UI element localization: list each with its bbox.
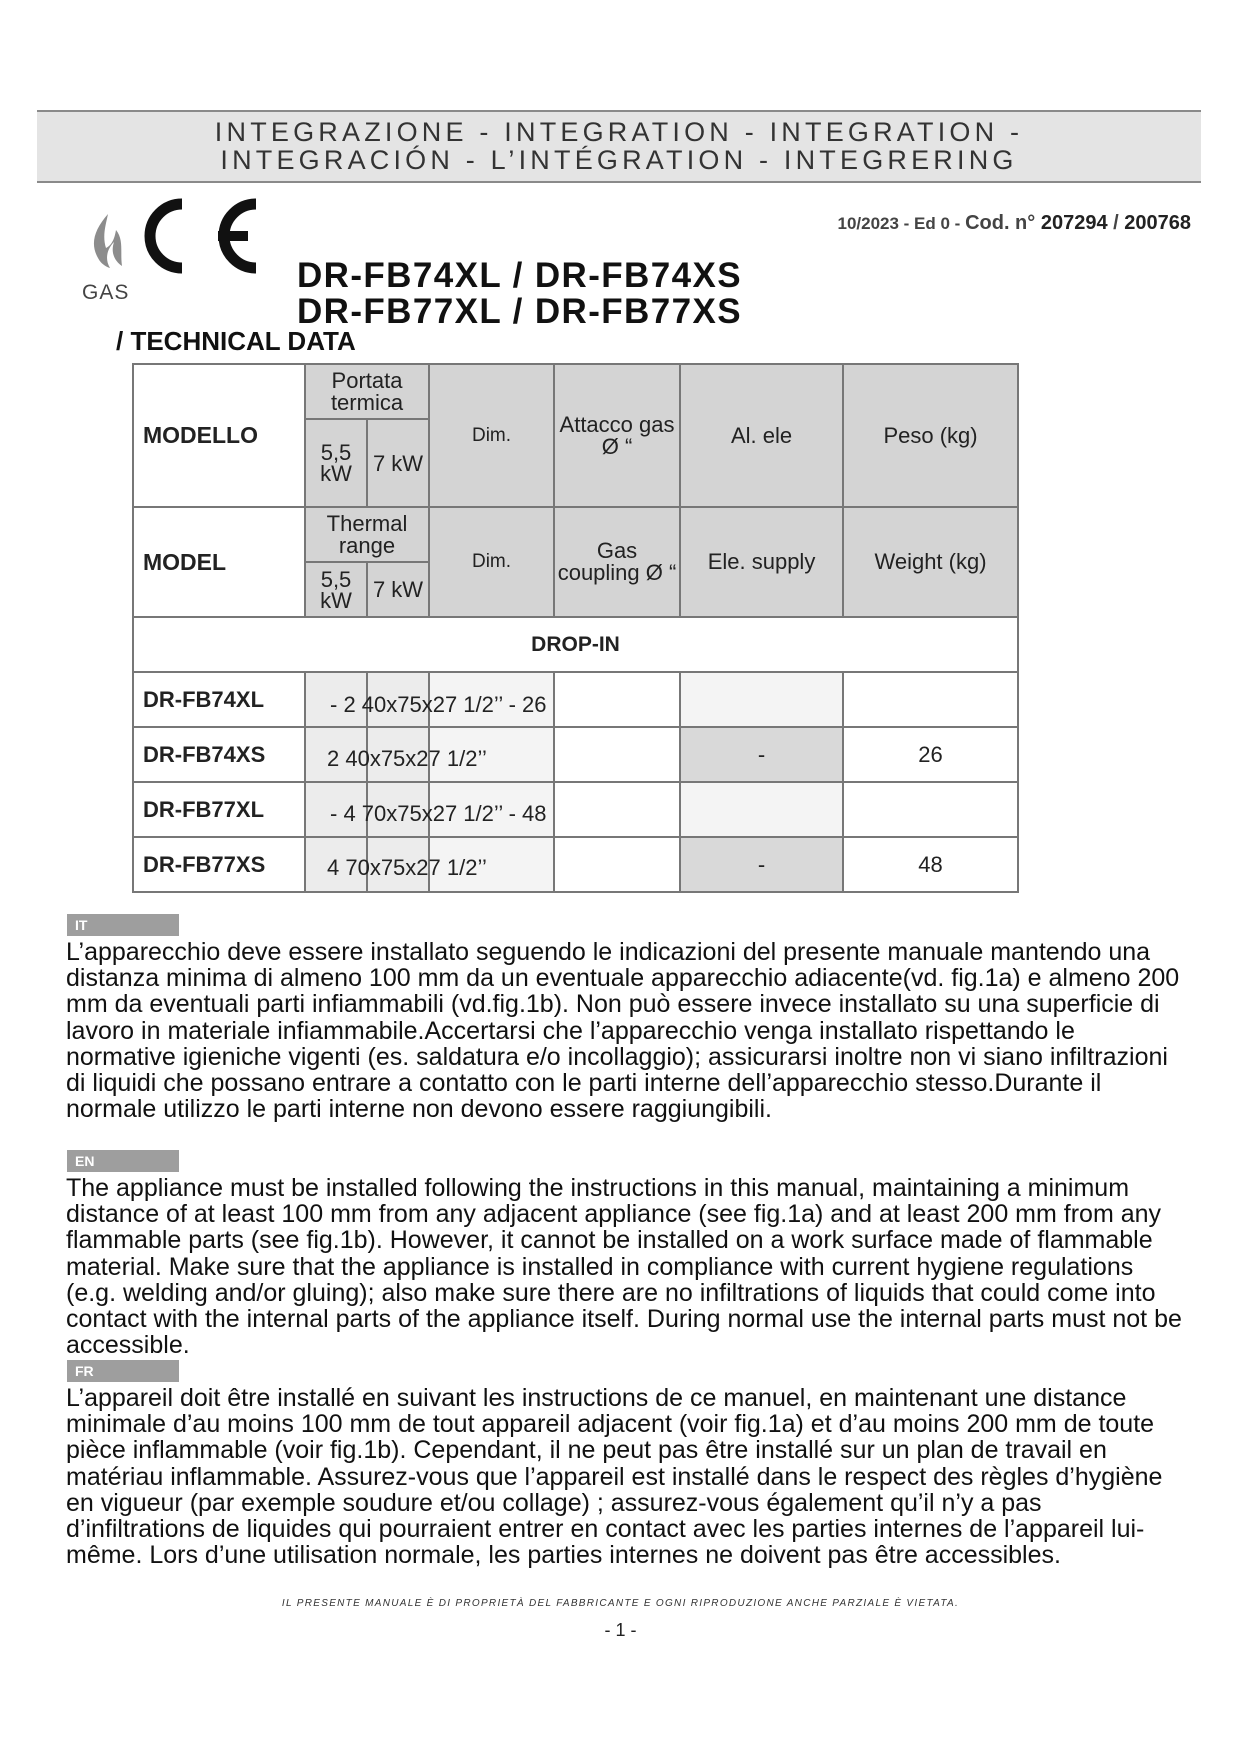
row-model: DR-FB77XL xyxy=(133,782,305,837)
paragraph-it: L’apparecchio deve essere installato seguendo le indicazioni del presente manuale mantendo una distanza minima di almeno 100 mm da un eventuale apparecchio adiacente(vd. fig.1a) e almeno 200 mm da eventuali parti infiammabili (vd.fig.1b). Non può essere invece installato su una superficie di lavoro in materiale infiammabile.Accertarsi che l’apparecchio venga installato rispettando le normative igieniche vigenti (es. saldatura e/o incollaggio); assicurarsi inoltre non vi siano infiltrazioni di liquidi che possano entrare a contatto con le parti interne dell’apparecchio stesso.Durante il normale utilizzo le parti interne non devono essere raggiungibili. xyxy=(66,938,1180,1124)
header-ele-en: Ele. supply xyxy=(680,507,843,617)
row-ele xyxy=(680,782,843,837)
date-edition: 10/2023 - Ed 0 - xyxy=(837,214,966,233)
ce-mark xyxy=(150,204,256,268)
row-weight: 48 xyxy=(843,837,1018,892)
document-code xyxy=(837,212,1191,235)
gas-label: GAS xyxy=(82,281,130,304)
models-title-line-2: DR-FB77XL / DR-FB77XS xyxy=(297,292,742,331)
row-data-text: 4 70x75x27 1/2’’ xyxy=(327,855,487,880)
header-kw2-en: 7 kW xyxy=(367,562,429,617)
row-data-text: - 4 70x75x27 1/2’’ - 48 xyxy=(330,801,547,826)
lang-badge-fr: FR xyxy=(67,1360,179,1382)
row-data-text: 2 40x75x27 1/2’’ xyxy=(327,746,487,771)
table-row xyxy=(133,672,1018,727)
table-row xyxy=(133,727,1018,782)
paragraph-en: The appliance must be installed following the instructions in this manual, maintaining a minimum distance of at least 100 mm from any adjacent appliance (see fig.1a) and at least 200 mm from any flammable parts (see fig.1b). However, it cannot be installed on a work surface made of flammable material. Make sure that the appliance is installed in compliance with current hygiene regulations (e.g. welding and/or gluing); also make sure there are no infiltrations of liquids that could come into contact with the internal parts of the appliance itself. During normal use the internal parts must not be accessible. xyxy=(66,1174,1182,1360)
group-label: DROP-IN xyxy=(133,617,1018,672)
table-row xyxy=(133,837,1018,892)
row-ele xyxy=(680,672,843,727)
header-banner xyxy=(37,110,1201,183)
row-model: DR-FB74XL xyxy=(133,672,305,727)
header-thermal-en: Thermal range xyxy=(305,507,429,562)
paragraph-fr: L’appareil doit être installé en suivant les instructions de ce manuel, en maintenant une distance minimale d’au moins 100 mm de tout appareil adjacent (voir fig.1a) et d’au moins 200 mm de toute pièce inflammable (voir fig.1b). Cependant, il ne peut pas être installé sur un plan de travail en matériau inflammable. Assurez-vous que l’appareil est installé dans le respect des règles d’hygiène en vigueur (par exemple soudure et/ou collage) ; assurez-vous également qu’il n’y a pas d’infiltrations de liquides qui pourraient entrer en contact avec les parties internes de l’appareil lui-même. Lors d’une utilisation normale, les parties internes ne doivent pas être accessibles. xyxy=(66,1384,1163,1570)
code-separator: / xyxy=(1107,212,1125,234)
header-gas-en: Gas coupling Ø “ xyxy=(554,507,680,617)
header-dim-it: Dim. xyxy=(429,364,554,507)
header-dim-en: Dim. xyxy=(429,507,554,617)
section-title: / TECHNICAL DATA xyxy=(116,326,356,356)
models-title-line-1: DR-FB74XL / DR-FB74XS xyxy=(297,256,742,295)
lang-badge-en: EN xyxy=(67,1150,179,1172)
code-label: Cod. n° xyxy=(965,212,1041,234)
row-weight xyxy=(843,672,1018,727)
row-model: DR-FB74XS xyxy=(133,727,305,782)
header-weight-en: Weight (kg) xyxy=(843,507,1018,617)
header-kw1-it: 5,5 kW xyxy=(305,419,367,507)
flame-icon xyxy=(94,214,122,268)
banner-line-2: INTEGRACIÓN - L’INTÉGRATION - INTEGRERING xyxy=(220,145,1018,175)
technical-data-table xyxy=(132,363,1019,893)
header-weight-it: Peso (kg) xyxy=(843,364,1018,507)
copyright-note: IL PRESENTE MANUALE È DI PROPRIETÀ DEL FABBRICANTE E OGNI RIPRODUZIONE ANCHE PARZIALE È VIETATA. xyxy=(281,1598,960,1609)
row-weight xyxy=(843,782,1018,837)
banner-line-1: INTEGRAZIONE - INTEGRATION - INTEGRATION - xyxy=(214,117,1024,147)
header-model-en: MODEL xyxy=(133,507,305,617)
row-ele: - xyxy=(680,727,843,782)
header-thermal-it: Portata termica xyxy=(305,364,429,419)
table-row xyxy=(133,782,1018,837)
models-title xyxy=(297,258,742,330)
row-ele: - xyxy=(680,837,843,892)
header-ele-it: Al. ele xyxy=(680,364,843,507)
header-model-it: MODELLO xyxy=(133,364,305,507)
header-kw1-en: 5,5 kW xyxy=(305,562,367,617)
row-data-text: - 2 40x75x27 1/2’’ - 26 xyxy=(330,692,547,717)
lang-badge-it: IT xyxy=(67,914,179,936)
header-gas-it: Attacco gas Ø “ xyxy=(554,364,680,507)
row-model: DR-FB77XS xyxy=(133,837,305,892)
code-number-1: 207294 xyxy=(1040,212,1108,234)
row-weight: 26 xyxy=(843,727,1018,782)
code-number-2: 200768 xyxy=(1124,212,1191,234)
page-number: - 1 - xyxy=(604,1620,637,1640)
header-kw2-it: 7 kW xyxy=(367,419,429,507)
